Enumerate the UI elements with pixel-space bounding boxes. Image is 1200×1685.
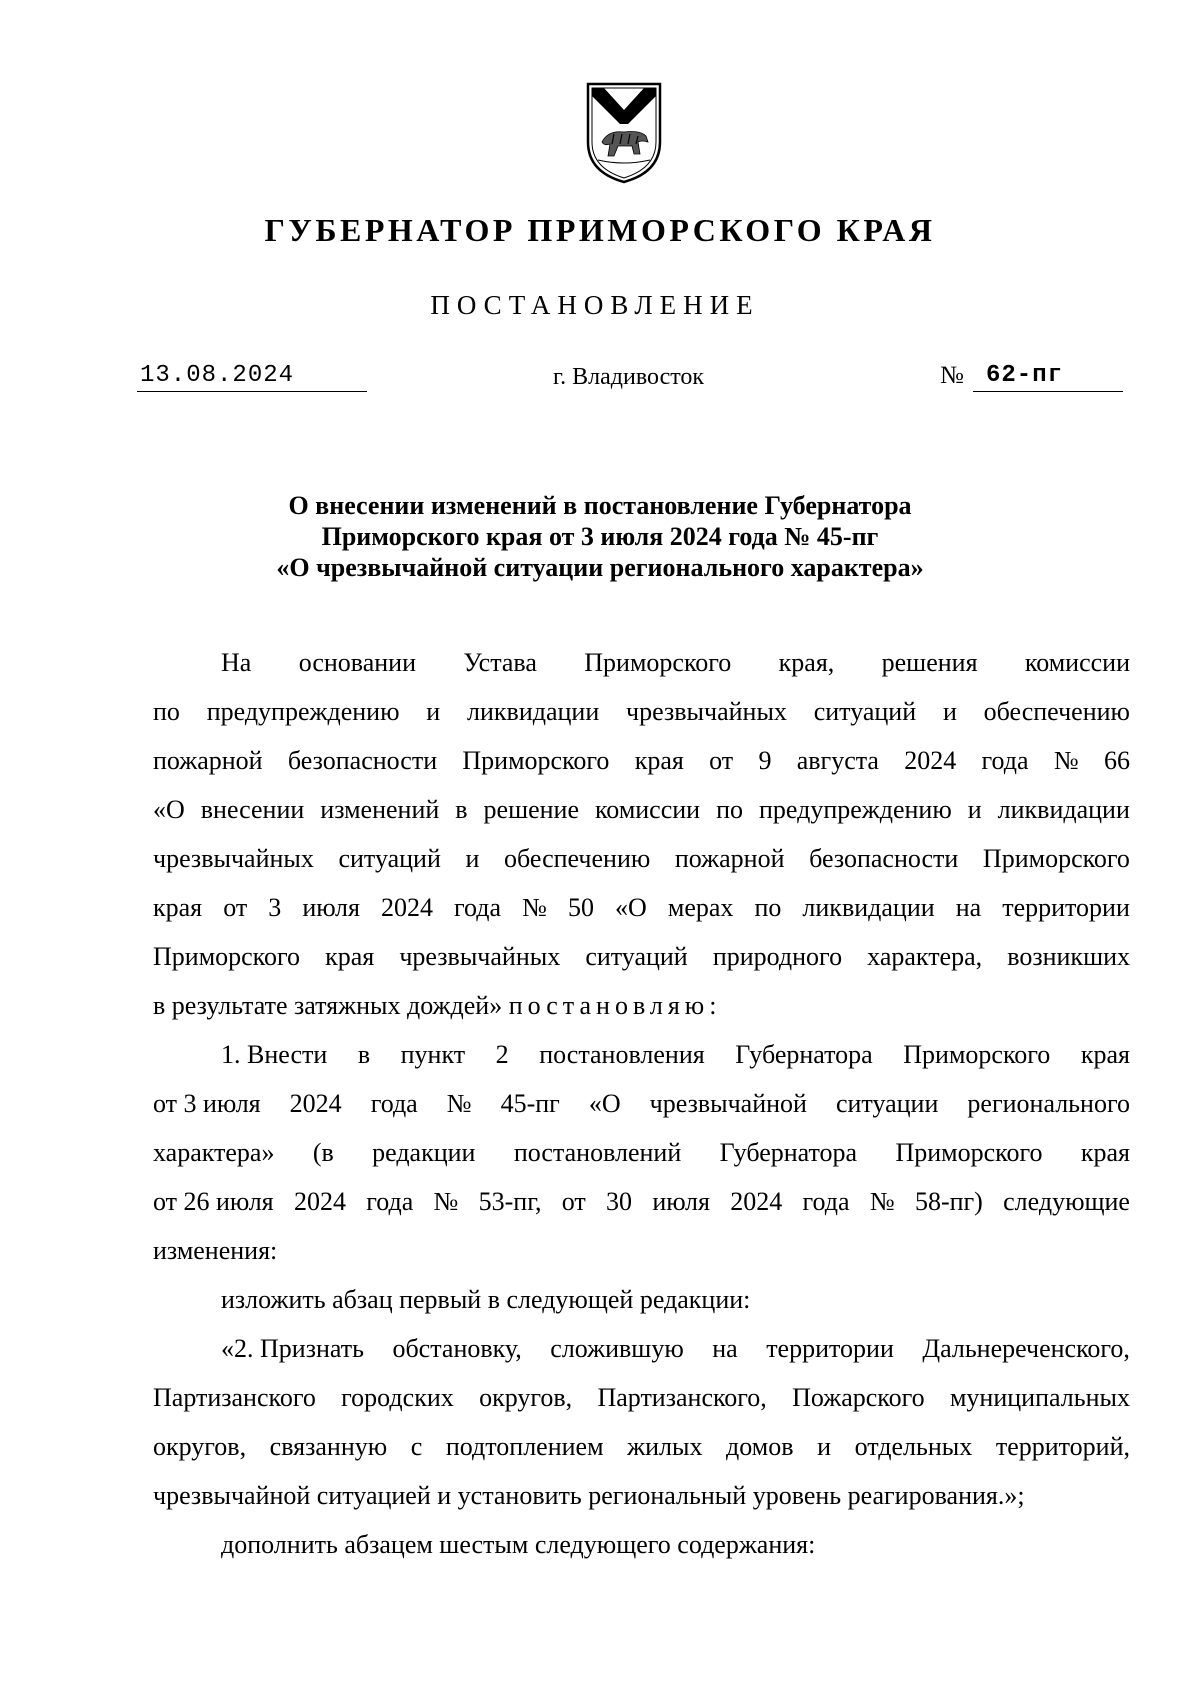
resolve-word: постановляю: [508, 991, 722, 1020]
word: 2024 [289, 1089, 342, 1118]
word: от [709, 746, 734, 775]
word: края [325, 942, 375, 971]
date-underline [137, 391, 367, 392]
paragraph-1-line [153, 883, 1130, 932]
title-line-3: «О чрезвычайной ситуации регионального характера» [276, 553, 924, 582]
word: мерах [667, 893, 734, 922]
word: по [716, 795, 743, 824]
word: «О [588, 1089, 621, 1118]
word: муниципальных [949, 1383, 1130, 1412]
word: Приморского [895, 1138, 1043, 1167]
word: 58-пг) [914, 1187, 983, 1216]
issuing-authority: ГУБЕРНАТОР ПРИМОРСКОГО КРАЯ [264, 212, 936, 248]
paragraph-4-line [153, 1422, 1130, 1471]
document-city: г. Владивосток [553, 364, 705, 390]
paragraph-1-line [153, 638, 1130, 687]
paragraph-2-line [153, 1177, 1130, 1226]
word: года [454, 893, 502, 922]
word: чрезвычайной [649, 1089, 807, 1118]
document-number: 62-пг [986, 362, 1064, 389]
word: округов, [153, 1432, 247, 1461]
paragraph-3: изложить абзац первый в следующей редакции: [221, 1285, 751, 1314]
word: 2024 [904, 746, 957, 775]
word: домов [726, 1432, 794, 1461]
paragraph-1-text: в результате затяжных дождей» [153, 991, 503, 1020]
word: № [446, 1089, 472, 1118]
word: жилых [627, 1432, 703, 1461]
word: характера» [153, 1138, 275, 1167]
word: внесении [200, 795, 305, 824]
word: Дальнереченского, [922, 1334, 1130, 1363]
word: ликвидации [802, 893, 935, 922]
word: 66 [1103, 746, 1130, 775]
word: и [426, 697, 441, 726]
word: Губернатора [735, 1040, 873, 1069]
paragraph-2-line [153, 1079, 1130, 1128]
word: 2024 [293, 1187, 346, 1216]
word: 2024 [730, 1187, 783, 1216]
word: предупреждению [758, 795, 952, 824]
word: обстановку, [392, 1334, 522, 1363]
word: № [433, 1187, 459, 1216]
word: с [410, 1432, 423, 1461]
word: редакции [372, 1138, 476, 1167]
word: (в [312, 1138, 334, 1167]
word: в [357, 1040, 371, 1069]
word: решения [881, 648, 978, 677]
word: ситуаций [585, 942, 688, 971]
word: года [802, 1187, 850, 1216]
word: Устава [463, 648, 537, 677]
word: 1. Внести [221, 1040, 328, 1069]
word: округов, [479, 1383, 573, 1412]
word: сложившую [550, 1334, 684, 1363]
word: природного [712, 942, 843, 971]
document-date: 13.08.2024 [140, 362, 295, 389]
word: и [465, 844, 480, 873]
paragraph-1-line [153, 834, 1130, 883]
word: чрезвычайных [153, 844, 314, 873]
word: года [366, 1187, 414, 1216]
title-line-2: Приморского края от 3 июля 2024 года № 45-пг [321, 522, 879, 551]
number-sign: № [940, 362, 964, 389]
document-title [150, 490, 1050, 583]
word: Приморского [584, 648, 732, 677]
paragraph-2-last-line: изменения: [153, 1236, 278, 1265]
word: безопасности [287, 746, 438, 775]
word: 30 [606, 1187, 633, 1216]
word: на [955, 893, 982, 922]
word: комиссии [595, 795, 701, 824]
word: Партизанского [153, 1383, 316, 1412]
word: подтоплением [445, 1432, 604, 1461]
word: от [223, 893, 248, 922]
word: июля [302, 893, 360, 922]
word: чрезвычайных [399, 942, 561, 971]
word: 2 [495, 1040, 509, 1069]
word: края [1080, 1138, 1130, 1167]
word: и [967, 795, 982, 824]
paragraph-4-line [153, 1324, 1130, 1373]
word: 45-пг [500, 1089, 560, 1118]
word: августа [796, 746, 879, 775]
word: решение [483, 795, 580, 824]
paragraph-2-line [153, 1030, 1130, 1079]
word: 50 [567, 893, 594, 922]
word: июля [652, 1187, 710, 1216]
word: «О [615, 893, 647, 922]
word: и [942, 697, 957, 726]
word: ликвидации [997, 795, 1130, 824]
paragraph-1-line [153, 785, 1130, 834]
word: и [817, 1432, 831, 1461]
word: Приморского [903, 1040, 1051, 1069]
document-type: ПОСТАНОВЛЕНИЕ [430, 290, 760, 320]
word: 2024 [380, 893, 433, 922]
word: края [1080, 1040, 1130, 1069]
word: возникших [1007, 942, 1130, 971]
word: постановления [539, 1040, 705, 1069]
word: ситуации [835, 1089, 939, 1118]
word: обеспечению [983, 697, 1130, 726]
word: характера, [867, 942, 983, 971]
word: от 26 июля [153, 1187, 274, 1216]
paragraph-4-last-line: чрезвычайной ситуацией и установить региональный уровень реагирования.»; [153, 1481, 1025, 1510]
word: года [370, 1089, 418, 1118]
word: ликвидации [467, 697, 600, 726]
word: № [1053, 746, 1079, 775]
word: обеспечению [504, 844, 651, 873]
word: «О [153, 795, 185, 824]
word: территории [1002, 893, 1130, 922]
paragraph-2-line [153, 1128, 1130, 1177]
paragraph-1-last-line [153, 981, 1130, 1030]
word: от 3 июля [153, 1089, 261, 1118]
word: по [754, 893, 782, 922]
word: ситуаций [813, 697, 917, 726]
word: городских [341, 1383, 454, 1412]
title-line-1: О внесении изменений в постановление Губернатора [288, 491, 912, 520]
word: 3 [268, 893, 282, 922]
paragraph-1-line [153, 687, 1130, 736]
word: «2. Признать [221, 1334, 364, 1363]
paragraph-5: дополнить абзацем шестым следующего содержания: [221, 1530, 816, 1559]
word: Партизанского, [597, 1383, 767, 1412]
word: основании [298, 648, 417, 677]
word: пожарной [153, 746, 263, 775]
word: на [712, 1334, 738, 1363]
word: комиссии [1024, 648, 1130, 677]
word: 9 [758, 746, 772, 775]
word: регионального [967, 1089, 1130, 1118]
coat-of-arms-icon [584, 80, 664, 184]
word: края [153, 893, 203, 922]
word: края [634, 746, 684, 775]
paragraph-4-line [153, 1373, 1130, 1422]
word: предупреждению [206, 697, 400, 726]
word: от [561, 1187, 586, 1216]
word: ситуаций [338, 844, 441, 873]
word: территорий, [995, 1432, 1130, 1461]
word: № [522, 893, 547, 922]
word: постановлений [513, 1138, 682, 1167]
word: года [981, 746, 1029, 775]
paragraph-1-line [153, 932, 1130, 981]
word: Приморского [462, 746, 610, 775]
word: чрезвычайных [626, 697, 787, 726]
word: края, [778, 648, 835, 677]
word: территории [766, 1334, 894, 1363]
word: 53-пг, [478, 1187, 542, 1216]
word: пожарной [674, 844, 785, 873]
document-body [153, 638, 1130, 1569]
word: изменений [320, 795, 440, 824]
word: следующие [1003, 1187, 1130, 1216]
word: № [869, 1187, 895, 1216]
word: Приморского [982, 844, 1130, 873]
word: в [455, 795, 468, 824]
number-underline [973, 391, 1123, 392]
word: безопасности [809, 844, 959, 873]
word: пункт [400, 1040, 466, 1069]
word: Пожарского [792, 1383, 925, 1412]
word: по [153, 697, 180, 726]
word: Губернатора [719, 1138, 858, 1167]
word: отдельных [854, 1432, 973, 1461]
paragraph-1-line [153, 736, 1130, 785]
word: связанную [269, 1432, 388, 1461]
word: На [221, 648, 252, 677]
word: Приморского [153, 942, 301, 971]
